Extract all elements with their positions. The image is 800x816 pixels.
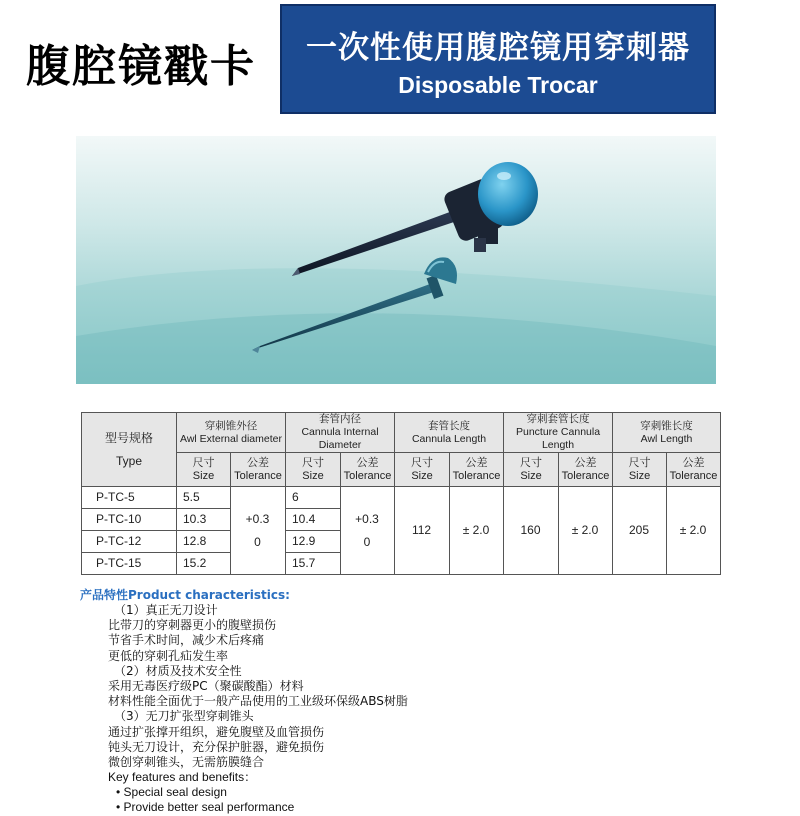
tolerance-header: 公差 Tolerance: [667, 453, 721, 487]
awl-size-cell: 12.8: [177, 531, 231, 553]
feature-line: • Special seal design: [116, 785, 227, 800]
feature-line: 钝头无刀设计，充分保护脏器，避免损伤: [108, 739, 325, 754]
size-header: 尺寸 Size: [286, 453, 341, 487]
feature-line: 通过扩张撑开组织，避免腹壁及血管损伤: [108, 724, 325, 739]
puncture-length-cell: 160: [504, 487, 559, 575]
type-header: 型号规格 Type: [82, 413, 177, 487]
banner-title-cn: 一次性使用腹腔镜用穿刺器: [306, 30, 690, 66]
puncture-length-tolerance-cell: ± 2.0: [559, 487, 613, 575]
cannula-size-cell: 15.7: [286, 553, 341, 575]
feature-line: 微创穿刺锥头，无需筋膜缝合: [108, 754, 265, 769]
size-header: 尺寸 Size: [177, 453, 231, 487]
product-photo: [76, 136, 716, 384]
spec-table: [81, 412, 721, 575]
type-cell: P-TC-12: [82, 531, 177, 553]
title-banner: [280, 4, 716, 114]
cannula-length-cell: 112: [395, 487, 450, 575]
group-header-cannula-diameter: 套管内径 Cannula Internal Diameter: [286, 413, 395, 453]
size-header: 尺寸 Size: [504, 453, 559, 487]
product-title: 腹腔镜戳卡: [26, 41, 256, 92]
type-cell: P-TC-15: [82, 553, 177, 575]
tolerance-header: 公差 Tolerance: [450, 453, 504, 487]
awl-size-cell: 10.3: [177, 509, 231, 531]
feature-line: 采用无毒医疗级PC（聚碳酸酯）材料: [108, 678, 304, 693]
banner-title-en: Disposable Trocar: [398, 72, 598, 98]
feature-line: 材料性能全面优于一般产品使用的工业级环保级ABS树脂: [108, 694, 408, 709]
type-cell: P-TC-5: [82, 487, 177, 509]
awl-size-cell: 5.5: [177, 487, 231, 509]
awl-tolerance-cell: +0.3 0: [231, 487, 286, 575]
cannula-size-cell: 12.9: [286, 531, 341, 553]
size-header: 尺寸 Size: [395, 453, 450, 487]
feature-line: （1）真正无刀设计: [114, 603, 218, 617]
size-header: 尺寸 Size: [613, 453, 667, 487]
cannula-size-cell: 10.4: [286, 509, 341, 531]
awl-size-cell: 15.2: [177, 553, 231, 575]
table-row: [82, 487, 721, 509]
cannula-size-cell: 6: [286, 487, 341, 509]
group-header-cannula-length: 套管长度 Cannula Length: [395, 413, 504, 453]
type-cell: P-TC-10: [82, 509, 177, 531]
cannula-tolerance-cell: +0.3 0: [341, 487, 395, 575]
feature-line: （2）材质及技术安全性: [114, 663, 242, 678]
product-characteristics: [80, 588, 720, 816]
feature-line: （3）无刀扩张型穿刺锥头: [114, 709, 254, 724]
feature-line: • Provide better seal performance: [116, 800, 295, 815]
tolerance-header: 公差 Tolerance: [231, 453, 286, 487]
awl-length-tolerance-cell: ± 2.0: [667, 487, 721, 575]
feature-line: 更低的穿刺孔疝发生率: [108, 648, 229, 663]
group-header-awl-length: 穿刺锥长度 Awl Length: [613, 413, 721, 453]
group-header-awl-diameter: 穿刺锥外径 Awl External diameter: [177, 413, 286, 453]
group-header-puncture-length: 穿刺套管长度 Puncture Cannula Length: [504, 413, 613, 453]
tolerance-header: 公差 Tolerance: [559, 453, 613, 487]
characteristics-heading: 产品特性Product characteristics:: [80, 588, 290, 602]
awl-length-cell: 205: [613, 487, 667, 575]
feature-line: 比带刀的穿刺器更小的腹壁损伤: [108, 618, 277, 633]
cannula-length-tolerance-cell: ± 2.0: [450, 487, 504, 575]
trocar-illustration: [76, 136, 716, 384]
feature-line: Key features and benefits：: [108, 770, 257, 785]
tolerance-header: 公差 Tolerance: [341, 453, 395, 487]
feature-line: 节省手术时间，减少术后疼痛: [108, 633, 265, 648]
